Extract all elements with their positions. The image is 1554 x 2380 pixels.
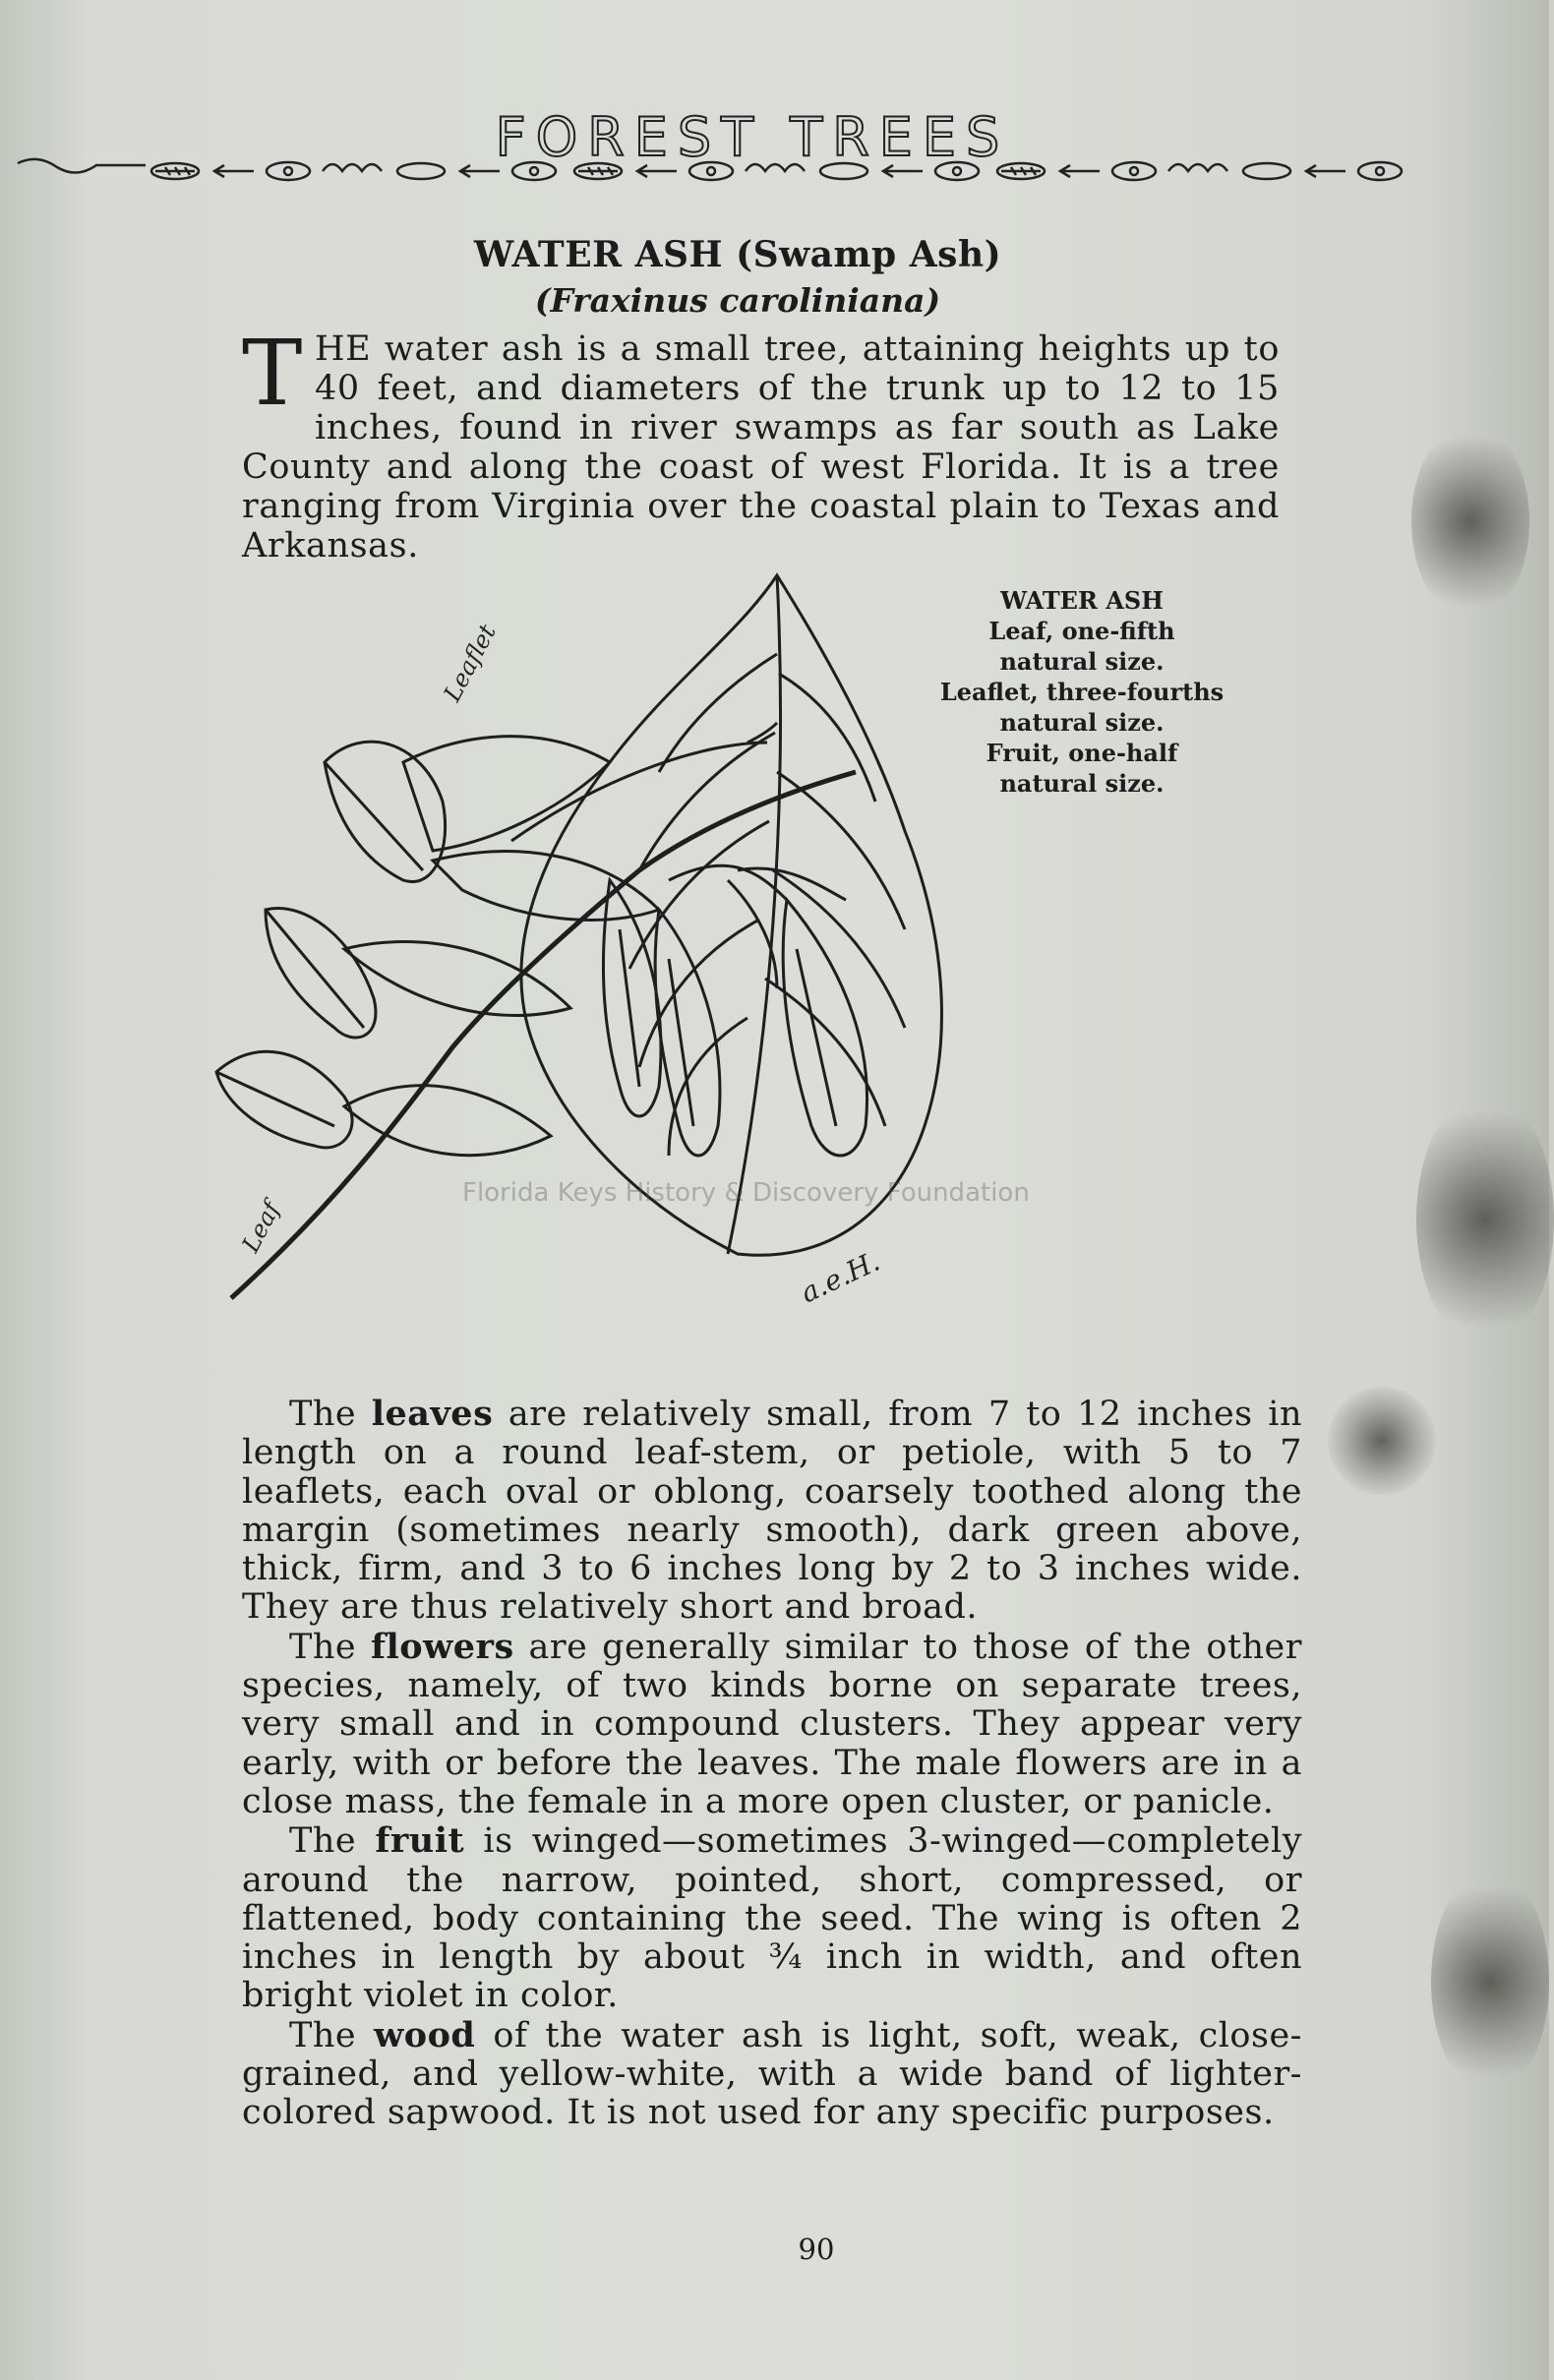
page-number: 90 — [798, 2232, 835, 2266]
drop-cap: T — [242, 321, 303, 426]
figure-caption — [925, 585, 1239, 799]
article-title — [295, 234, 1180, 275]
leaf-leaflet — [433, 852, 659, 921]
paragraph-lead: The — [289, 2015, 375, 2055]
leaf-label: Leaf — [236, 1197, 286, 1257]
leaf-leaflet — [344, 942, 570, 1016]
leaf-leaflet — [325, 742, 446, 881]
paragraph-text: is winged—sometimes 3-winged—completely around the narrow, pointed, short, compressed, or flattened, body containing the seed. The wing is often 2 inches in length by about ¾ inch in width, and often bright violet in color. — [242, 1821, 1302, 2016]
scientific-name: (Fraxinus caroliniana) — [534, 281, 941, 320]
title-common-name: (Swamp Ash) — [736, 234, 1002, 275]
paragraph-flowers — [242, 1628, 1302, 1821]
paragraph-keyword: wood — [374, 2014, 476, 2055]
paragraph-lead: The — [289, 1395, 372, 1434]
intro-text: HE water ash is a small tree, attaining heights up to 40 feet, and diameters of the trunk up to 12 to 15 inches, found in river swamps as far south as Lake County and along the coast of west Florida. It is a tree ranging from Virginia over the coastal plain to Texas and Arkansas. — [242, 329, 1280, 565]
paragraph-leaves — [242, 1395, 1302, 1628]
leaflet-label: Leaflet — [438, 620, 502, 706]
stain-mark — [1328, 1387, 1436, 1495]
fruit-samara — [655, 910, 720, 1156]
title-main: WATER ASH — [473, 234, 724, 275]
paragraph-lead: The — [289, 1627, 371, 1667]
stain-mark — [1416, 1092, 1554, 1347]
paragraph-fruit — [242, 1821, 1302, 2015]
intro-paragraph — [242, 321, 1280, 565]
stain-mark — [1431, 1869, 1549, 2095]
caption-line: natural size. — [999, 647, 1165, 676]
paragraph-keyword: flowers — [370, 1626, 514, 1667]
caption-line: Fruit, one-half — [986, 739, 1178, 767]
watermark: Florida Keys History & Discovery Foundation — [462, 1178, 1030, 1208]
caption-line: WATER ASH — [1000, 586, 1164, 615]
decorative-border — [18, 146, 1454, 205]
paragraph-keyword: fruit — [375, 1820, 465, 1862]
section-header: FOREST TREES — [495, 106, 1010, 168]
caption-line: Leaflet, three-fourths — [939, 678, 1225, 706]
paragraph-text: are relatively small, from 7 to 12 inches in length on a round leaf-stem, or petiole, with 5 to 7 leaflets, each oval or oblong, coarsely toothed along the margin (sometimes nearly smooth), dark green above, thick, firm, and 3 to 6 inches long by 2 to 3 inches wide. They are thus relatively short and broad. — [242, 1395, 1302, 1628]
caption-line: Leaf, one-fifth — [988, 617, 1175, 645]
caption-line: natural size. — [999, 769, 1165, 798]
paragraph-wood — [242, 2016, 1302, 2133]
stain-mark — [1411, 423, 1529, 620]
paragraph-keyword: leaves — [371, 1394, 494, 1434]
paragraph-lead: The — [289, 1821, 376, 1862]
leaf-leaflet — [403, 737, 610, 851]
caption-line: natural size. — [999, 708, 1165, 737]
artist-signature: a.e.H. — [796, 1244, 885, 1310]
paragraph-text: are generally similar to those of the other species, namely, of two kinds borne on separate trees, very small and in compound clusters. They appear very early, with or before the leaves. The male flowers are in a close mass, the female in a more open cluster, or panicle. — [242, 1627, 1303, 1821]
leaf-leaflet — [216, 1051, 352, 1148]
article-body — [242, 1395, 1302, 2133]
paragraph-text: of the water ash is light, soft, weak, close-grained, and yellow-white, with a wide band of lighter-colored sapwood. It is not used for any specific purposes. — [242, 2015, 1302, 2133]
fruit-samara — [603, 880, 661, 1116]
